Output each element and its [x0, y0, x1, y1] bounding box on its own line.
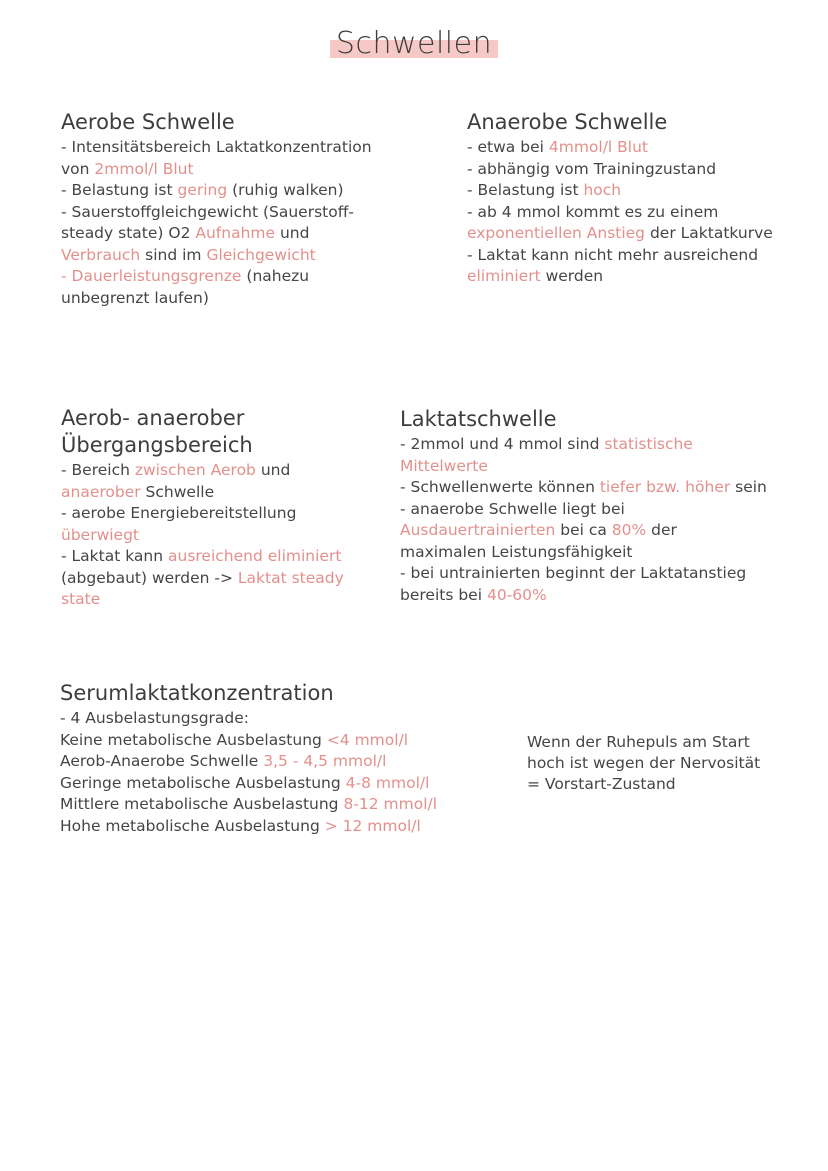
text-segment: - Laktat kann nicht mehr ausreichend	[467, 245, 759, 264]
text-line	[60, 730, 480, 752]
text-segment: = Vorstart-Zustand	[527, 775, 676, 793]
text-segment: von	[61, 159, 95, 178]
text-line	[400, 585, 800, 607]
text-line	[61, 525, 361, 547]
text-segment: und	[255, 461, 291, 479]
text-line	[467, 137, 807, 159]
text-line	[467, 245, 807, 267]
highlighted-text: eliminiert	[467, 267, 541, 285]
highlighted-text: 40-60%	[486, 585, 547, 604]
highlighted-text: exponentiellen Anstieg	[467, 224, 646, 242]
section-heading-line-1: Aerob- anaerober	[61, 406, 245, 430]
text-line	[60, 751, 480, 773]
text-segment: - Sauerstoffgleichgewicht (Sauerstoff-	[61, 202, 354, 221]
text-segment: hoch ist wegen der Nervosität	[527, 754, 761, 772]
text-segment: - etwa bei	[467, 138, 549, 156]
section-heading-line-2: Übergangsbereich	[61, 433, 253, 457]
text-line	[61, 589, 361, 611]
text-segment: - abhängig vom Trainingzustand	[467, 159, 717, 178]
highlighted-text: Dauerleistungsgrenze	[71, 267, 242, 285]
text-line	[61, 568, 361, 590]
text-segment: (abgebaut) werden ->	[61, 568, 238, 587]
text-segment: - aerobe Energiebereitstellung	[61, 504, 297, 522]
text-line	[467, 202, 807, 224]
highlighted-text: Gleichgewicht	[206, 245, 316, 264]
text-line	[467, 266, 807, 288]
highlighted-text: ausreichend eliminiert	[168, 547, 342, 565]
text-segment: - Belastung ist	[467, 181, 584, 199]
highlighted-text: 3,5 - 4,5 mmol/l	[263, 752, 387, 770]
highlighted-text: Laktat steady	[237, 568, 344, 587]
text-segment: - 2mmol und 4 mmol sind	[400, 435, 605, 453]
text-line	[61, 223, 391, 245]
section-heading: Laktatschwelle	[400, 407, 557, 431]
text-segment: sind im	[140, 245, 207, 264]
text-line	[400, 563, 800, 585]
highlighted-text: 4-8 mmol/l	[345, 773, 430, 792]
text-line	[61, 288, 391, 310]
text-line	[400, 477, 800, 499]
text-segment: - Intensitätsbereich Laktatkonzentration	[61, 138, 372, 156]
highlighted-text: > 12 mmol/l	[324, 816, 421, 835]
text-line	[61, 266, 391, 288]
highlighted-text: 80%	[611, 521, 647, 539]
note-vorstart-zustand	[527, 732, 787, 795]
section-heading: Anaerobe Schwelle	[467, 110, 668, 134]
text-segment: - 4 Ausbelastungsgrade:	[60, 709, 250, 727]
highlighted-text: 2mmol/l Blut	[94, 159, 194, 178]
text-line	[60, 773, 480, 795]
section-heading: Serumlaktatkonzentration	[60, 681, 334, 705]
text-segment: und	[275, 224, 310, 242]
highlighted-text: zwischen Aerob	[134, 461, 256, 479]
highlighted-text: statistische	[604, 435, 693, 453]
section-anaerobe-schwelle	[467, 109, 807, 288]
text-segment: - anaerobe Schwelle liegt bei	[400, 499, 625, 518]
text-segment: - Schwellenwerte können	[400, 478, 600, 496]
text-segment: (ruhig walken)	[227, 181, 344, 199]
text-segment: der Laktatkurve	[645, 224, 773, 242]
text-line	[61, 546, 361, 568]
text-line	[527, 774, 787, 795]
text-line	[467, 223, 807, 245]
highlighted-text: tiefer bzw. höher	[599, 478, 731, 496]
text-segment: Schwelle	[140, 482, 215, 501]
text-line	[400, 434, 800, 456]
text-line	[61, 202, 391, 224]
text-segment: werden	[540, 267, 604, 285]
text-line	[61, 245, 391, 267]
text-line	[400, 520, 800, 542]
text-segment: (nahezu	[241, 267, 310, 285]
text-segment: Geringe metabolische Ausbelastung	[60, 773, 346, 792]
text-segment: Mittlere metabolische Ausbelastung	[60, 795, 344, 813]
text-line	[61, 460, 361, 482]
text-segment: - Laktat kann	[61, 547, 168, 565]
text-segment: - Belastung ist	[61, 181, 178, 199]
section-aerobe-schwelle	[61, 109, 391, 309]
text-line	[61, 180, 391, 202]
highlighted-text: hoch	[583, 181, 622, 199]
highlighted-text: 8-12 mmol/l	[343, 795, 438, 813]
text-segment: der	[646, 521, 677, 539]
highlighted-text: <4 mmol/l	[326, 730, 409, 749]
page-title-text: Schwellen	[330, 26, 498, 61]
text-line	[60, 708, 480, 730]
section-uebergangsbereich	[61, 405, 361, 611]
text-segment: bei ca	[555, 521, 612, 539]
text-segment: Wenn der Ruhepuls am Start	[527, 733, 750, 751]
text-segment: steady state) O2	[61, 224, 196, 242]
text-line	[400, 499, 800, 521]
page-title	[0, 26, 828, 61]
highlighted-text: -	[61, 267, 72, 285]
text-line	[60, 816, 480, 838]
text-line	[61, 159, 391, 181]
highlighted-text: Aufnahme	[195, 224, 276, 242]
section-serumlaktatkonzentration	[60, 680, 480, 837]
text-segment: - bei untrainierten beginnt der Laktatanstieg	[400, 564, 747, 582]
highlighted-text: state	[61, 590, 101, 608]
text-line	[527, 732, 787, 753]
section-laktatschwelle	[400, 406, 800, 606]
highlighted-text: überwiegt	[61, 525, 140, 544]
text-line	[61, 482, 361, 504]
text-line	[527, 753, 787, 774]
highlighted-text: gering	[177, 181, 228, 199]
highlighted-text: anaerober	[61, 482, 141, 501]
text-line	[467, 159, 807, 181]
text-line	[61, 137, 391, 159]
text-line	[400, 542, 800, 564]
highlighted-text: Mittelwerte	[400, 456, 488, 475]
highlighted-text: Verbrauch	[61, 245, 141, 264]
text-line	[400, 456, 800, 478]
text-segment: Aerob-Anaerobe Schwelle	[60, 752, 264, 770]
text-segment: sein	[730, 478, 767, 496]
highlighted-text: 4mmol/l Blut	[548, 138, 649, 156]
text-segment: unbegrenzt laufen)	[61, 288, 209, 307]
text-segment: - ab 4 mmol kommt es zu einem	[467, 202, 719, 221]
text-segment: Keine metabolische Ausbelastung	[60, 730, 327, 749]
text-segment: - Bereich	[61, 461, 135, 479]
highlighted-text: Ausdauertrainierten	[400, 521, 556, 539]
text-line	[60, 794, 480, 816]
section-heading: Aerobe Schwelle	[61, 110, 235, 134]
text-segment: bereits bei	[400, 585, 487, 604]
text-line	[467, 180, 807, 202]
text-segment: Hohe metabolische Ausbelastung	[60, 816, 325, 835]
text-line	[61, 503, 361, 525]
text-segment: maximalen Leistungsfähigkeit	[400, 542, 633, 561]
